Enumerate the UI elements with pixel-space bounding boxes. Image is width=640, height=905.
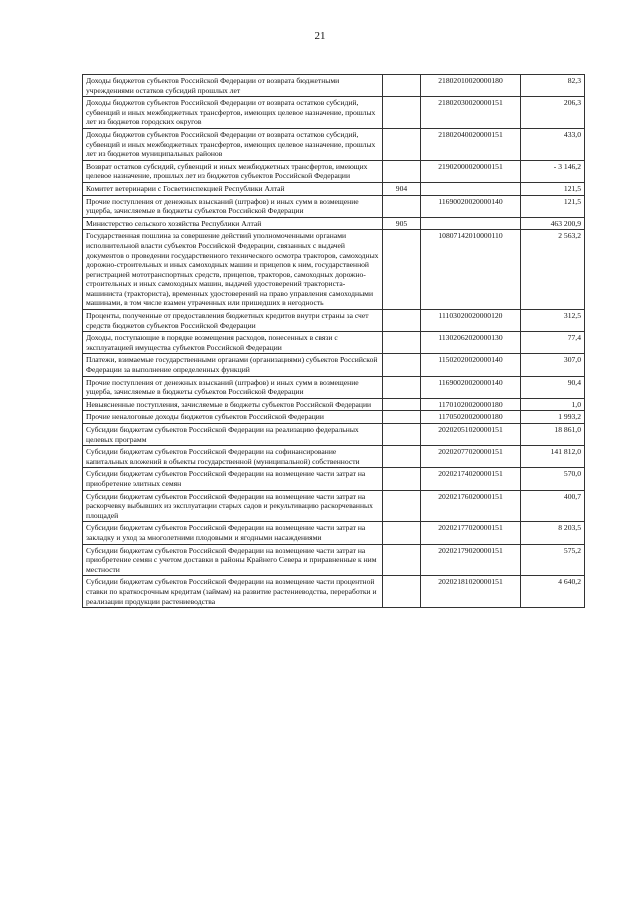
row-admin-code-cell [383,424,421,446]
table-row [83,332,585,354]
row-name-cell: Доходы бюджетов субъектов Российской Федерации от возврата бюджетными учреждениями остатков субсидий прошлых лет [83,75,383,97]
table-row [83,398,585,411]
row-budget-code-cell [421,217,521,230]
row-sum-cell: 18 861,0 [521,424,585,446]
row-budget-code-cell: 20202176020000151 [421,490,521,522]
row-admin-code-cell [383,160,421,182]
table-row [83,522,585,544]
row-sum-cell: 433,0 [521,128,585,160]
table-row [83,128,585,160]
row-name-cell: Государственная пошлина за совершение действий уполномоченными органами исполнительной власти субъектов Российской Федерации, связанных с выдачей документов о проведении государственного технического осмотра тракторов, самоходных дорожно-строительных и иных самоходных машин и прицепов к ним, государственной регистрацией мототранспортных средств, прицепов, тракторов, самоходных дорожно-строительных и иных самоходных машин, выдачей удостоверений тракториста-машиниста (тракториста), временных удостоверений на право управления самоходными машинами, в том числе взамен утраченных или пришедших в негодность [83,230,383,310]
row-sum-cell: 4 640,2 [521,576,585,608]
table-row [83,182,585,195]
row-admin-code-cell [383,128,421,160]
row-name-cell: Прочие неналоговые доходы бюджетов субъектов Российской Федерации [83,411,383,424]
row-name-cell: Доходы бюджетов субъектов Российской Федерации от возврата остатков субсидий, субвенций и иных межбюджетных трансфертов, имеющих целевое назначение, прошлых лет из бюджетов муниципальных районов [83,128,383,160]
row-budget-code-cell: 11103020020000120 [421,310,521,332]
row-sum-cell: 575,2 [521,544,585,576]
row-sum-cell: 463 200,9 [521,217,585,230]
row-admin-code-cell [383,195,421,217]
row-name-cell: Прочие поступления от денежных взысканий (штрафов) и иных сумм в возмещение ущерба, зачисляемые в бюджеты субъектов Российской Федерации [83,376,383,398]
row-budget-code-cell: 21802030020000151 [421,97,521,129]
row-admin-code-cell [383,376,421,398]
row-name-cell: Проценты, полученные от предоставления бюджетных кредитов внутри страны за счет средств бюджетов субъектов Российской Федерации [83,310,383,332]
row-sum-cell: 82,3 [521,75,585,97]
row-name-cell: Субсидии бюджетам субъектов Российской Федерации на возмещение части затрат на раскорчевку выбывших из эксплуатации старых садов и рекультивацию раскорчеванных площадей [83,490,383,522]
row-sum-cell: - 3 146,2 [521,160,585,182]
row-budget-code-cell: 20202181020000151 [421,576,521,608]
row-admin-code-cell [383,468,421,490]
table-row [83,75,585,97]
row-budget-code-cell: 10807142010000110 [421,230,521,310]
row-budget-code-cell: 21802010020000180 [421,75,521,97]
row-sum-cell: 90,4 [521,376,585,398]
table-body [83,75,585,608]
row-name-cell: Министерство сельского хозяйства Республики Алтай [83,217,383,230]
table-row [83,217,585,230]
row-name-cell: Доходы бюджетов субъектов Российской Федерации от возврата остатков субсидий, субвенций и иных межбюджетных трансфертов, имеющих целевое назначение, прошлых лет из бюджетов городских округов [83,97,383,129]
row-admin-code-cell [383,490,421,522]
row-budget-code-cell: 11690020020000140 [421,376,521,398]
row-name-cell: Невыясненные поступления, зачисляемые в бюджеты субъектов Российской Федерации [83,398,383,411]
row-sum-cell: 2 563,2 [521,230,585,310]
page-number: 21 [314,30,326,42]
row-name-cell: Прочие поступления от денежных взысканий (штрафов) и иных сумм в возмещение ущерба, зачисляемые в бюджеты субъектов Российской Федерации [83,195,383,217]
row-name-cell: Субсидии бюджетам субъектов Российской Федерации на реализацию федеральных целевых программ [83,424,383,446]
row-budget-code-cell: 11701020020000180 [421,398,521,411]
table-row [83,354,585,376]
row-sum-cell: 570,0 [521,468,585,490]
table-row [83,446,585,468]
row-admin-code-cell [383,97,421,129]
table-row [83,468,585,490]
table-row [83,195,585,217]
row-budget-code-cell: 21902000020000151 [421,160,521,182]
row-sum-cell: 121,5 [521,195,585,217]
table-row [83,490,585,522]
row-sum-cell: 307,0 [521,354,585,376]
row-name-cell: Платежи, взимаемые государственными органами (организациями) субъектов Российской Федерации за выполнение определенных функций [83,354,383,376]
row-budget-code-cell: 11690020020000140 [421,195,521,217]
row-admin-code-cell [383,354,421,376]
row-name-cell: Субсидии бюджетам субъектов Российской Федерации на софинансирование капитальных вложений в объекты государственной (муниципальной) собственности [83,446,383,468]
table-row [83,544,585,576]
row-sum-cell: 8 203,5 [521,522,585,544]
budget-revenue-table [82,74,585,608]
table-row [83,230,585,310]
row-sum-cell: 121,5 [521,182,585,195]
row-budget-code-cell: 20202051020000151 [421,424,521,446]
row-admin-code-cell [383,522,421,544]
row-admin-code-cell: 904 [383,182,421,195]
row-budget-code-cell: 20202077020000151 [421,446,521,468]
row-budget-code-cell: 11705020020000180 [421,411,521,424]
row-name-cell: Доходы, поступающие в порядке возмещения расходов, понесенных в связи с эксплуатацией имущества субъектов Российской Федерации [83,332,383,354]
row-sum-cell: 77,4 [521,332,585,354]
row-name-cell: Субсидии бюджетам субъектов Российской Федерации на возмещение части затрат на закладку и уход за многолетними плодовыми и ягодными насаждениями [83,522,383,544]
row-sum-cell: 206,3 [521,97,585,129]
row-sum-cell: 312,5 [521,310,585,332]
row-name-cell: Субсидии бюджетам субъектов Российской Федерации на возмещение части процентной ставки по краткосрочным кредитам (займам) на развитие растениеводства, переработки и реализации продукции растениеводства [83,576,383,608]
row-budget-code-cell: 20202179020000151 [421,544,521,576]
table-row [83,576,585,608]
table-row [83,376,585,398]
row-admin-code-cell [383,75,421,97]
row-admin-code-cell [383,544,421,576]
row-budget-code-cell: 11302062020000130 [421,332,521,354]
table-row [83,160,585,182]
row-admin-code-cell [383,398,421,411]
row-sum-cell: 1 993,2 [521,411,585,424]
row-budget-code-cell: 20202174020000151 [421,468,521,490]
row-sum-cell: 400,7 [521,490,585,522]
row-admin-code-cell: 905 [383,217,421,230]
row-name-cell: Комитет ветеринарии с Госветинспекцией Республики Алтай [83,182,383,195]
table-row [83,310,585,332]
row-name-cell: Возврат остатков субсидий, субвенций и иных межбюджетных трансфертов, имеющих целевое назначение, прошлых лет из бюджетов субъектов Российской Федерации [83,160,383,182]
row-admin-code-cell [383,230,421,310]
row-admin-code-cell [383,446,421,468]
table-row [83,97,585,129]
row-name-cell: Субсидии бюджетам субъектов Российской Федерации на возмещение части затрат на приобретение семян с учетом доставки в районы Крайнего Севера и приравненные к ним местности [83,544,383,576]
table-row [83,424,585,446]
row-sum-cell: 141 812,0 [521,446,585,468]
row-admin-code-cell [383,411,421,424]
row-sum-cell: 1,0 [521,398,585,411]
row-budget-code-cell: 11502020020000140 [421,354,521,376]
row-budget-code-cell: 21802040020000151 [421,128,521,160]
row-admin-code-cell [383,332,421,354]
row-budget-code-cell [421,182,521,195]
row-admin-code-cell [383,576,421,608]
row-budget-code-cell: 20202177020000151 [421,522,521,544]
table-row [83,411,585,424]
row-admin-code-cell [383,310,421,332]
row-name-cell: Субсидии бюджетам субъектов Российской Федерации на возмещение части затрат на приобретение элитных семян [83,468,383,490]
